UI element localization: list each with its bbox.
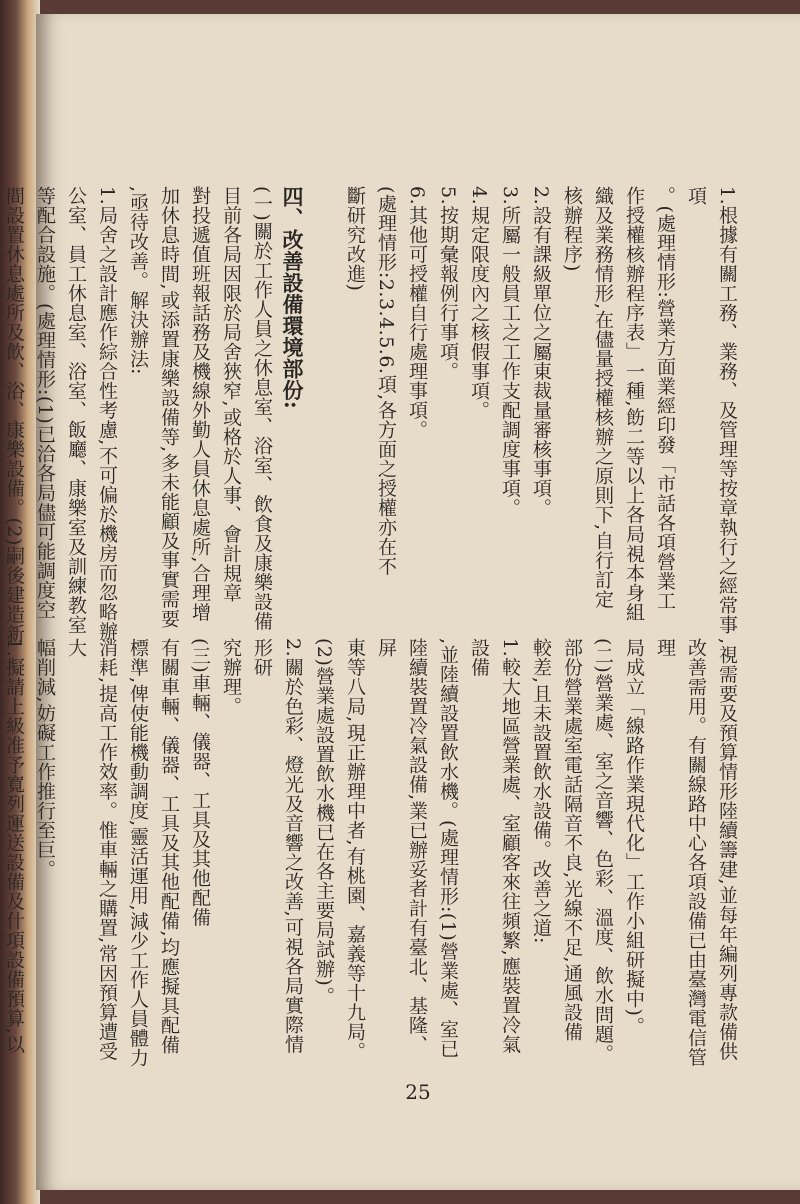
text-line: 1.較大地區營業處、室顧客來往頻繁,應裝置冷氣設備 <box>468 638 521 1054</box>
text-line: 2.關於色彩、燈光及音響之改善,可視各局實際情形研 <box>251 638 304 1054</box>
page-number: 25 <box>405 1080 431 1104</box>
text-line: 加休息時間,或添置康樂設備等,多未能顧及事實需要 <box>158 186 180 629</box>
text-line: 1.擬請上級准予寬列運送設備及什項設備預算,以 <box>3 638 25 1054</box>
text-line: 幅削減,妨礙工作推行至巨。 <box>34 638 56 879</box>
top-text-block <box>3 186 742 646</box>
text-line: 6.其他可授權自行處理事項。 <box>406 186 428 440</box>
text-line: ,亟待改善。解決辦法: <box>127 186 149 375</box>
text-line: (處理情形:2.3.4.5.6.項,各方面之授權亦在不 <box>375 186 397 576</box>
text-line: (二)營業處、室之音響、色彩、溫度、飲水問題。 <box>592 638 614 1064</box>
text-line: 陸續裝置冷氣設備,業已辦妥者計有臺北、基隆、屏 <box>375 638 428 1055</box>
text-line: 部份營業處室電話隔音不良,光線不足,通風設備 <box>561 638 583 1042</box>
text-line: 1.局舍之設計應作綜合性考慮,不可偏於機房而忽略辦 <box>96 186 118 641</box>
text-line: 究辦理。 <box>220 638 242 716</box>
text-line: 局成立「線路作業現代化」工作小組研擬中)。 <box>623 638 645 1036</box>
text-line: 2.設有課級單位之屬東裁量審核事項。 <box>530 186 552 518</box>
text-line: 標準,俾使能機動調度,靈活運用,減少工作人員體力 <box>127 638 149 1068</box>
text-line: 5.按期彙報例行事項。 <box>437 186 459 381</box>
text-line: 織及業務情形,在儘量授權核辦之原則下,自行訂定 <box>592 186 614 609</box>
text-line: 3.所屬一般員工之工作支配調度事項。 <box>499 186 521 518</box>
text-line: ,視需要及預算情形陸續籌建,並每年編列專款備供 <box>716 638 738 1061</box>
text-line: 。(處理情形:營業方面業經印發「市話各項營業工 <box>654 186 676 611</box>
text-line: 對投遞值班報話務及機線外勤人員休息處所,合理增 <box>189 186 211 622</box>
bottom-text-block <box>3 638 742 1068</box>
text-line: 公室、員工休息室、浴室、飯廳、康樂室及訓練教室 <box>65 186 87 635</box>
text-line: (2)營業處設置飲水機已在各主要局試辦)。 <box>313 638 335 1006</box>
text-line: 目前各局因限於局舍狹窄,或格於人事、會計規章 <box>220 186 242 603</box>
text-line: (一)關於工作人員之休息室、浴室、飲食及康樂設備 <box>251 186 273 631</box>
text-line: 間設置休息處所及飲、浴、康樂設備。(2)嗣後建造新 <box>3 186 25 644</box>
text-line: 斷研究改進) <box>344 186 366 292</box>
text-line: ,並陸續設置飲水機。(處理情形:(1)營業處、室已 <box>437 638 459 1059</box>
text-line: 等配合設施。(處理情形:(1)已洽各局儘可能調度空 <box>34 186 56 620</box>
text-line: 4.規定限度內之核假事項。 <box>468 186 490 420</box>
document-page <box>3 14 800 1190</box>
text-line: 1.根據有關工務、業務、及管理等按章執行之經常事項 <box>685 186 738 635</box>
text-line <box>308 186 339 646</box>
text-line: 作授權核辦程序表」一種,飭二等以上各局視本身組 <box>623 186 645 622</box>
text-line: 東等八局,現正辦理中者,有桃園、嘉義等十九局。 <box>344 638 366 1061</box>
text-line: 核辦程序) <box>561 186 583 272</box>
text-line: 改善需用。有關線路中心各項設備已由臺灣電信管理 <box>654 638 707 1067</box>
text-line: (三)車輛、儀器、工具及其他配備 <box>189 638 211 927</box>
text-line: 有關車輛、儀器、工具及其他配備,均應擬具配備 <box>158 638 180 1055</box>
text-line: 四、改善設備環境部份: <box>280 186 305 410</box>
text-line: 消耗,提高工作效率。惟車輛之購置,常因預算遭受大 <box>65 638 118 1061</box>
text-line: 較差,且未設置飲水設備。改善之道: <box>530 638 552 944</box>
